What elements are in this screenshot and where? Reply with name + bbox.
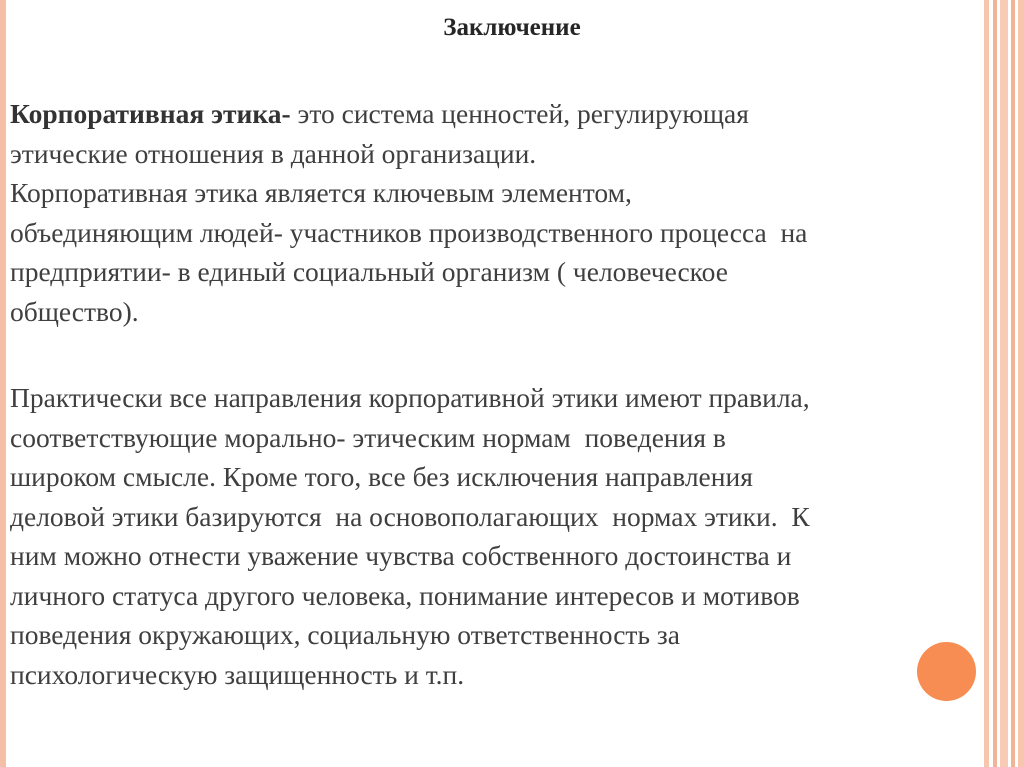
stripe <box>984 0 989 767</box>
text-line: личного статуса другого человека, понимание интересов и мотивов <box>10 579 800 611</box>
paragraph-gap <box>10 331 910 378</box>
stripe <box>1011 0 1015 767</box>
text-line: объединяющим людей- участников производственного процесса на <box>10 216 808 248</box>
text-line: психологическую защищенность и т.п. <box>10 658 465 690</box>
orange-circle-decoration <box>917 642 976 701</box>
text-line: соответствующие морально- этическим нормам поведения в <box>10 421 726 453</box>
text-line: Корпоративная этика является ключевым элементом, <box>10 177 632 208</box>
text-line: этические отношения в данной организации. <box>10 137 537 169</box>
text-fragment: это система ценностей, регулирующая <box>290 98 749 129</box>
text-line: деловой этики базируются на основополагающих нормах этики. К <box>10 500 810 532</box>
left-border-decoration <box>0 0 6 767</box>
text-line: ним можно отнести уважение чувства собственного достоинства и <box>10 540 792 571</box>
text-line: общество). <box>10 295 139 327</box>
text-line <box>10 94 910 134</box>
slide-title: Заключение <box>443 14 581 41</box>
paragraph-definition <box>10 94 910 331</box>
text-line: предприятии- в единый социальный организм ( человеческое <box>10 256 728 287</box>
stripe <box>1000 0 1008 767</box>
text-line: Практически все направления корпоративной этики имеют правила, <box>10 382 810 413</box>
paragraph-principles <box>10 378 910 694</box>
stripe <box>1018 0 1024 767</box>
text-line: поведения окружающих, социальную ответственность за <box>10 619 680 650</box>
stripe <box>993 0 997 767</box>
text-line: широком смысле. Кроме того, все без исключения направления <box>10 461 753 492</box>
slide-body <box>10 94 910 694</box>
term-bold: Корпоративная этика- <box>10 98 291 129</box>
